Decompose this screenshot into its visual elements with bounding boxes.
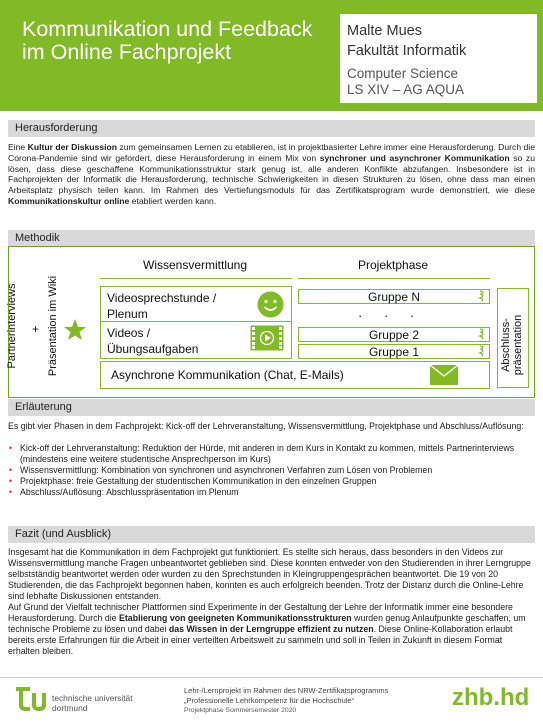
title-line-2: im Online Fachprojekt [22,40,232,64]
author-name: Malte Mues [347,23,422,39]
list-item: • Abschluss/Auflösung: Abschlusspräsentation im Plenum [8,487,535,498]
fazit-text: Insgesamt hat die Kommunikation in dem Fachprojekt gut funktioniert. Es stellte sich heraus, dass besonders in den Videos zur Wissensvermittlung manche Fragen unbeantwortet geblieben sind. Diese konnten entweder von den Studierenden in ihrer Lerngruppe selbstständig beantwortet werden oder wurden zu den Sprechstunden in Kleingruppengesprächen beantwortet. Die 19 von 20 Studierenden, die das Fachprojekt begonnen haben, konnten es auch erfolgreich beenden. Trotz der Distanz durch die Online-Lehre sind lebhafte Diskussionen entstanden. Auf Grund der Vielfalt technischer Plattformen sind Experimente in der Gestaltung der Lehre der Informatik immer eine besondere Herausforderung. Durch die Etablierung von geeigneten Kommunikationsstrukturen wurden genug Anlaufpunkte geschaffen, um technische Probleme zu lösen und dabei das Wissen in der Lerngruppe effizient zu nutzen. Diese Online-Kollaboration erlaubt bereits erste Erfahrungen für die Arbeit in einer verteilten Arbeitswelt zu sammeln und soll in Teilen in Zukunft in diesem Format erhalten bleiben. [8,547,531,656]
smiley-icon [257,291,284,318]
herausforderung-text: Eine Kultur der Diskussion zum gemeinsamen Lernen zu etablieren, ist in projektbasierter Lehre immer eine Herausforderung. Durch die Corona-Pandemie sind wir gefordert, diese Herausforderung in einem Mix von synchroner und asynchroner Kommunikation so zu lösen, dass diese geschaffene Kommunikationsstruktur stark genug ist, alle anderen Konflikte abzufangen. Insbesondere ist in Fachprojekten der Informatik die Herausforderung, technische Schwierigkeiten in diesen Strukturen zu lösen, ohne dass man einen Arbeitsplatz physisch teilen kann. Im Rahmen des Vertiefungsmoduls für das Zertifikatsprogram wurde demonstriert, wie diese Kommunikationskultur online etabliert werden kann. [8,142,535,206]
poster-header [0,0,543,111]
department-line-1: Computer Science [347,66,459,81]
list-item: • Wissensvermittlung: Kombination von synchronen und asynchronen Verfahren zum Lösen von Problemen [8,465,535,476]
list-item: • Projektphase: freie Gestaltung der studentischen Kommunikation in den einzelnen Gruppen [8,476,535,487]
erlaeuterung-list [8,443,535,498]
box-asynchrone-kommunikation: Asynchrone Kommunikation (Chat, E-Mails) [100,361,490,389]
box-gruppe-n: Gruppe N [298,289,490,304]
box-videosprechstunde: Videosprechstunde / Plenum [100,286,292,324]
section-heading-erlaeuterung: Erläuterung [8,399,535,416]
zhb-logo: zhb.hd [452,684,530,711]
section-heading-herausforderung: Herausforderung [8,120,535,137]
erlaeuterung-text: Es gibt vier Phasen in dem Fachprojekt: Kick-off der Lehrveranstaltung, Wissensvermittlung, Projektphase und Abschluss/Auflösung: • Kick-off der Lehrveranstaltung: Reduktion der Hürde, mit anderen in dem Kurs in Kontakt zu kommen, mittels Partnerinterviews (mindestens eine weitere studentische Ansprechperson im Kurs) • Wissensvermittlung: Kombination von synchronen und asynchronen Verfahren zum Lösen von Problemen • Projektphase: freie Gestaltung der studentischen Kommunikation in den einzelnen Gruppen • Abschluss/Auflösung: Abschlusspräsentation im Plenum [8,421,535,498]
label-abschlusspraesentation: Abschluss- präsentation [500,314,524,376]
department-line-2: LS XIV – AG AQUA [347,82,465,97]
column-divider-1 [100,278,292,279]
author-box [340,14,537,103]
ellipsis-dots: · · · [358,308,424,323]
footer-divider [0,677,543,678]
box-videos-uebungsaufgaben: Videos / Übungsaufgaben [100,321,292,359]
star-icon [63,318,87,342]
label-praesentation-wiki: Präsentation im Wiki [47,275,59,377]
list-item: • Kick-off der Lehrveranstaltung: Reduktion der Hürde, mit anderen in dem Kurs in Kontakt zu kommen, mittels Partnerinterviews (mindestens eine weitere studentische Ansprechperson im Kurs) [8,443,535,465]
poster-title [22,18,340,64]
video-icon [250,325,284,351]
title-line-1: Kommunikation und Feedback [22,17,313,41]
column-divider-2 [298,278,490,279]
footer-program-info: Lehr-/Lernprojekt im Rahmen des NRW-Zertifikatsprogramms „Professionelle Lehrkompetenz für die Hochschule“ Projektphase Sommersemester 2020 [184,686,389,714]
chat-squiggle-icon [477,328,488,340]
box-gruppe-1: Gruppe 1 [298,344,490,359]
label-plus: + [32,322,40,336]
chat-squiggle-icon [477,290,488,302]
envelope-icon [430,365,458,385]
box-gruppe-2: Gruppe 2 [298,327,490,342]
label-partnerinterviews: Partnerinterviews [6,283,18,369]
faculty-name: Fakultät Informatik [347,43,467,59]
tu-logo-icon [14,685,48,713]
section-heading-fazit: Fazit (und Ausblick) [8,526,535,543]
column-heading-wissensvermittlung: Wissensvermittlung [143,258,248,272]
tu-dortmund-logo-text: technische universität dortmund [52,693,133,713]
column-heading-projektphase: Projektphase [358,258,429,272]
chat-squiggle-icon [477,345,488,357]
section-heading-methodik: Methodik [8,230,535,247]
